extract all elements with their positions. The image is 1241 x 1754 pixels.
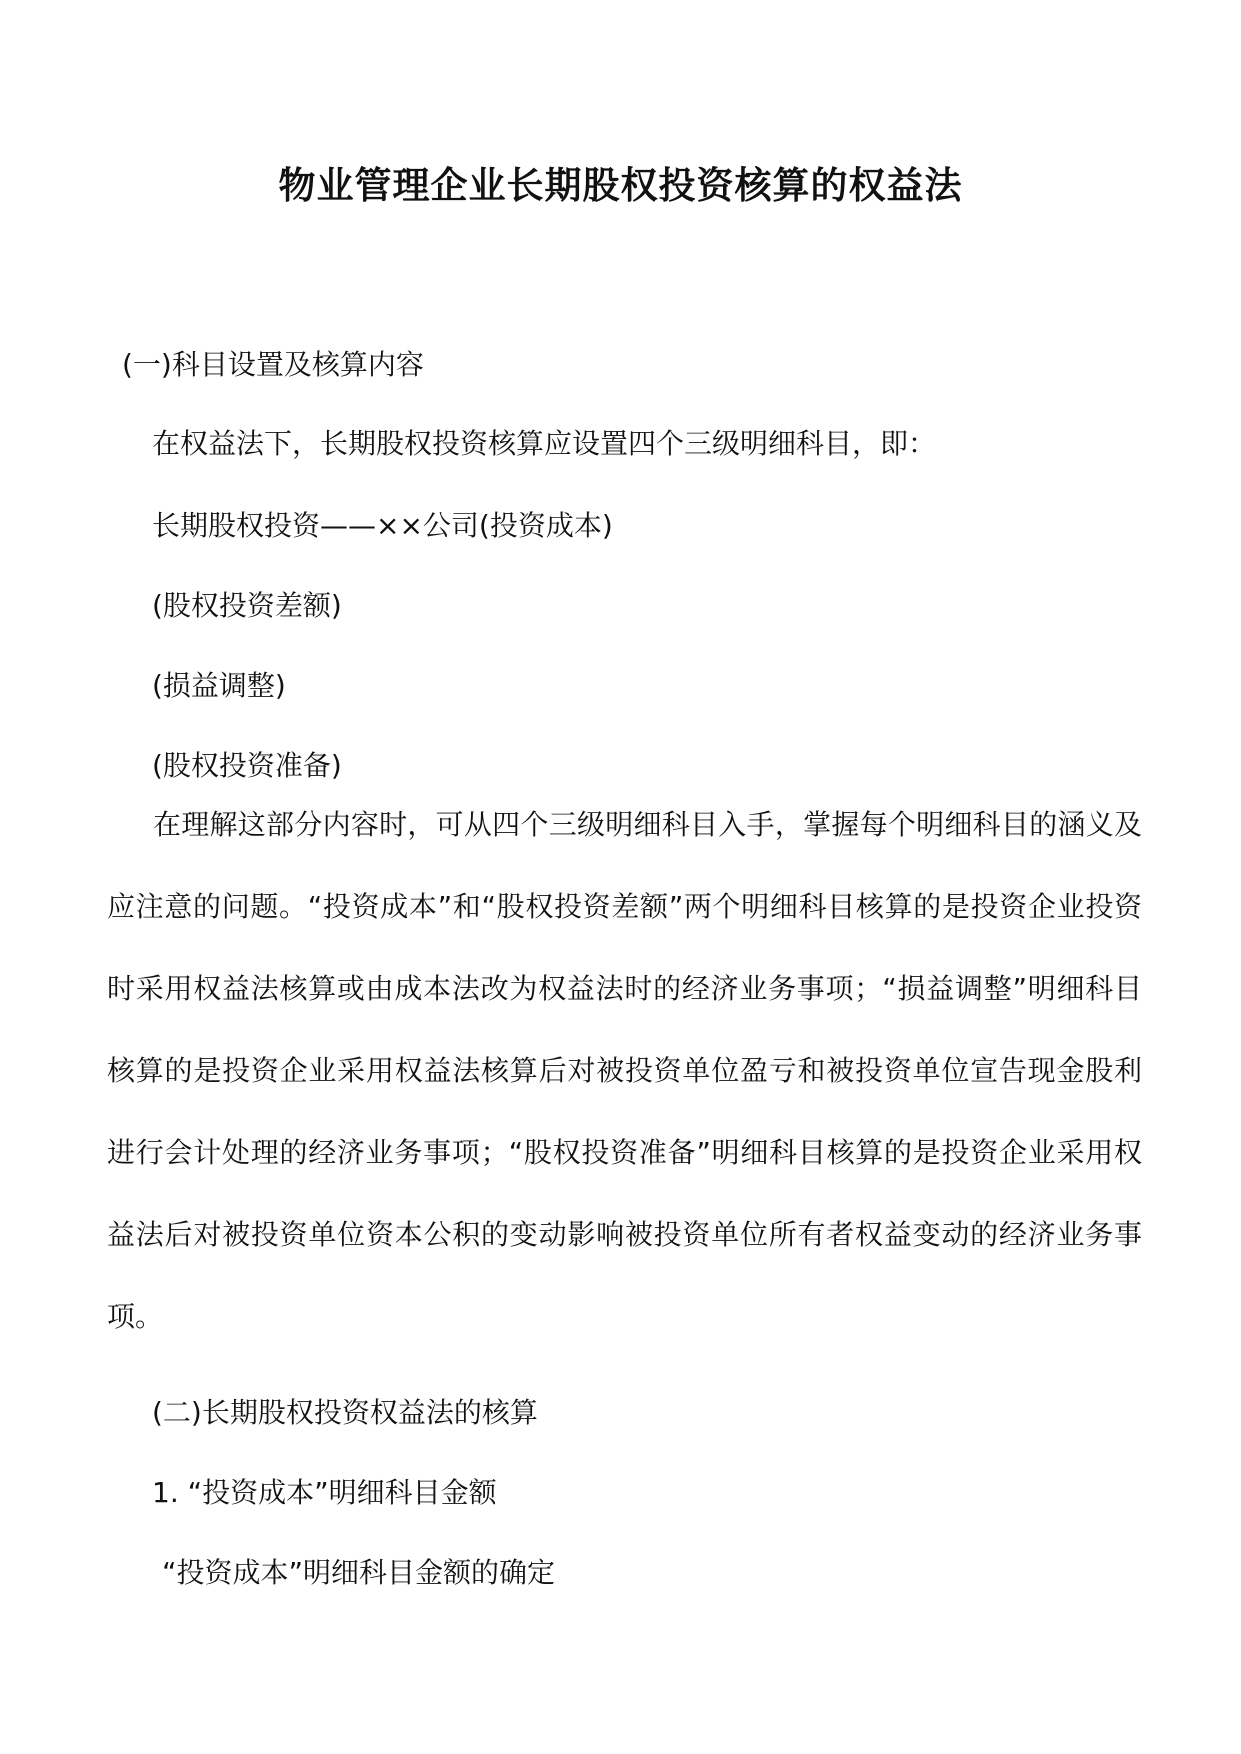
account-item-equity-reserve: (股权投资准备)	[152, 749, 342, 782]
account-item-profit-loss-adjustment: (损益调整)	[152, 669, 286, 702]
account-item-investment-cost: 长期股权投资——××公司(投资成本)	[152, 509, 613, 542]
subsection-heading-1: 1. “投资成本”明细科目金额	[152, 1476, 497, 1509]
section-heading-1: (一)科目设置及核算内容	[122, 348, 424, 381]
body-paragraph: 在理解这部分内容时，可从四个三级明细科目入手，掌握每个明细科目的涵义及应注意的问题。“投资成本”和“股权投资差额”两个明细科目核算的是投资企业投资时采用权益法核算或由成本法改为权益法时的经济业务事项；“损益调整”明细科目核算的是投资企业采用权益法核算后对被投资单位盈亏和被投资单位宣告现金股利进行会计处理的经济业务事项；“股权投资准备”明细科目核算的是投资企业采用权益法后对被投资单位资本公积的变动影响被投资单位所有者权益变动的经济业务事项。	[107, 808, 1142, 1333]
section-heading-2: (二)长期股权投资权益法的核算	[152, 1396, 538, 1429]
intro-line: 在权益法下，长期股权投资核算应设置四个三级明细科目，即：	[152, 427, 937, 460]
subsection-text-1: “投资成本”明细科目金额的确定	[162, 1556, 556, 1589]
document-title: 物业管理企业长期股权投资核算的权益法	[278, 164, 963, 207]
account-item-equity-difference: (股权投资差额)	[152, 589, 342, 622]
